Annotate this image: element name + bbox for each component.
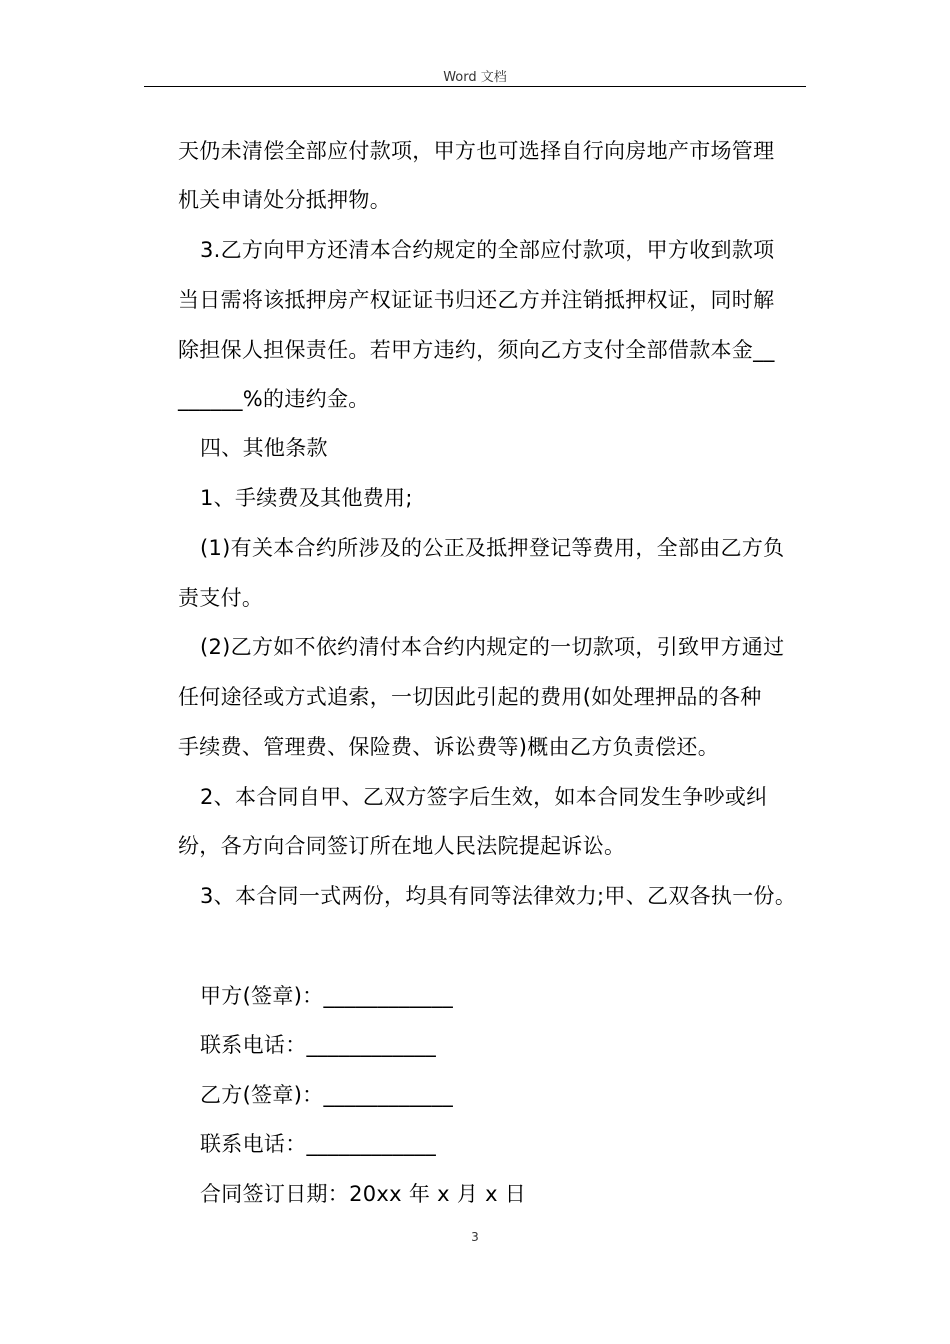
body-line: 机关申请处分抵押物。 [178,188,391,212]
body-line: ______%的违约金。 [178,387,370,411]
contract-date-line: 合同签订日期：20xx 年 x 月 x 日 [200,1182,527,1206]
body-line: 纷，各方向合同签订所在地人民法院提起诉讼。 [178,834,626,858]
body-line: 除担保人担保责任。若甲方违约，须向乙方支付全部借款本金__ [178,338,775,362]
party-b-phone-line: 联系电话：____________ [200,1132,437,1156]
body-line: 当日需将该抵押房产权证证书归还乙方并注销抵押权证，同时解 [178,288,775,312]
body-line: 任何途径或方式追索，一切因此引起的费用(如处理押品的各种 [178,685,762,709]
header-divider [144,86,806,87]
party-a-signature-line: 甲方(签章)：____________ [200,984,454,1008]
party-b-signature-line: 乙方(签章)：____________ [200,1083,454,1107]
header-title: Word 文档 [443,70,507,85]
body-line: 手续费、管理费、保险费、诉讼费等)概由乙方负责偿还。 [178,735,719,759]
body-line: 3.乙方向甲方还清本合约规定的全部应付款项，甲方收到款项 [200,238,775,262]
body-line: 责支付。 [178,586,264,610]
page-number: 3 [471,1230,479,1244]
body-line: (2)乙方如不依约清付本合约内规定的一切款项，引致甲方通过 [200,635,785,659]
body-line: (1)有关本合约所涉及的公正及抵押登记等费用，全部由乙方负 [200,536,785,560]
section-heading: 四、其他条款 [200,436,328,460]
body-line: 3、本合同一式两份，均具有同等法律效力;甲、乙双各执一份。 [200,884,797,908]
body-line: 天仍未清偿全部应付款项，甲方也可选择自行向房地产市场管理 [178,139,775,163]
party-a-phone-line: 联系电话：____________ [200,1033,437,1057]
body-line: 1、手续费及其他费用; [200,486,413,510]
body-line: 2、本合同自甲、乙双方签字后生效，如本合同发生争吵或纠 [200,785,768,809]
